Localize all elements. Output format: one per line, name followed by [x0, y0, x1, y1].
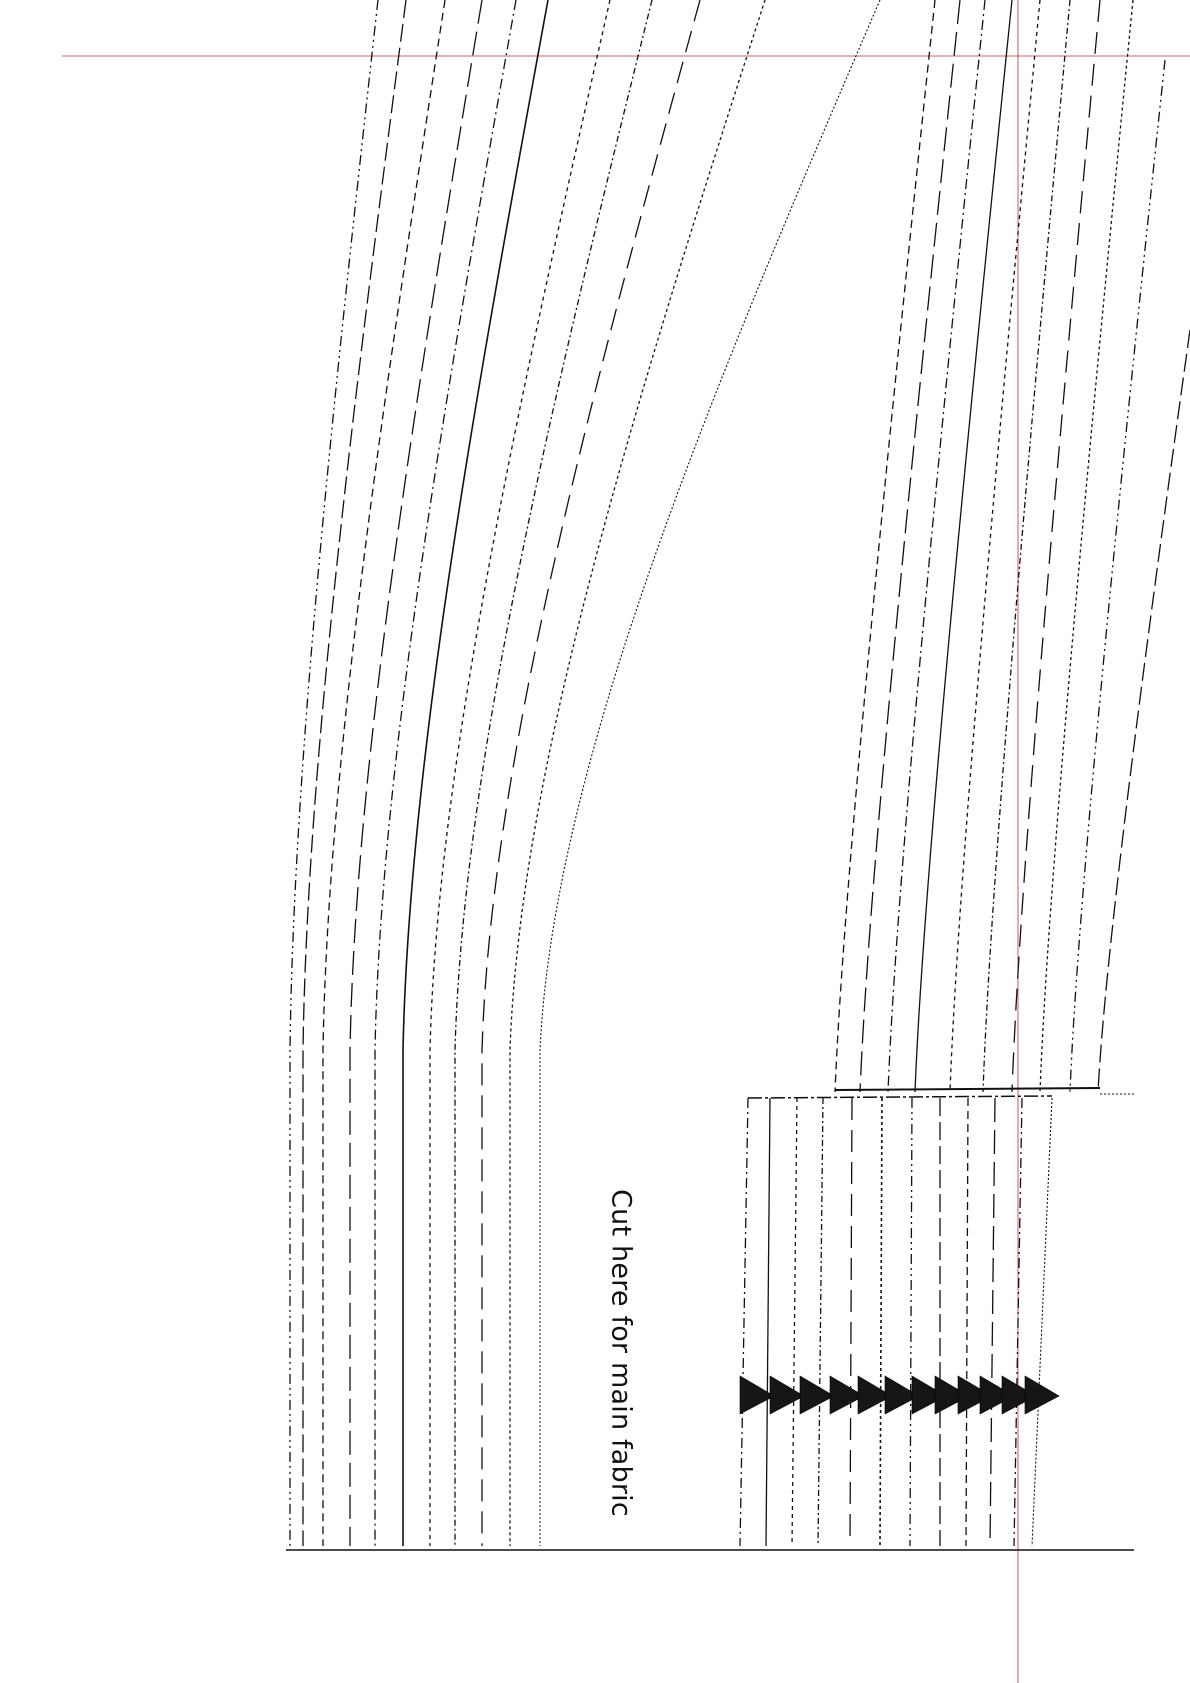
lower-right-pattern-line — [880, 1098, 882, 1546]
left-pattern-line — [430, 0, 610, 1546]
right-pattern-line — [835, 0, 935, 1092]
right-pattern-line — [1040, 0, 1133, 1092]
lower-right-pattern-line — [740, 1098, 748, 1546]
lower-right-pattern-line — [818, 1098, 823, 1546]
left-pattern-line — [350, 0, 482, 1546]
notch-arrow-marker — [800, 1376, 834, 1414]
lower-right-pattern-line — [766, 1098, 770, 1546]
right-pattern-line — [1012, 0, 1100, 1092]
lower-right-pattern-line — [850, 1098, 852, 1546]
left-pattern-line — [510, 0, 765, 1546]
lower-right-pattern-line — [966, 1098, 968, 1546]
left-pattern-line — [290, 0, 378, 1546]
left-pattern-line — [482, 0, 700, 1546]
waist-seam-line — [748, 1096, 1052, 1098]
lower-right-pattern-line — [910, 1098, 912, 1546]
right-pattern-line — [860, 0, 960, 1092]
left-pattern-line — [323, 0, 445, 1546]
lower-right-pattern-line — [792, 1098, 797, 1546]
right-pattern-line — [1070, 60, 1165, 1092]
left-pattern-line — [375, 0, 516, 1546]
cut-here-main-fabric-label: Cut here for main fabric — [605, 1189, 637, 1517]
right-pattern-line — [888, 0, 985, 1092]
notch-arrow-marker — [740, 1376, 774, 1414]
lower-right-pattern-line — [990, 1098, 995, 1546]
yoke-seam-line — [835, 1088, 1100, 1090]
left-pattern-line — [540, 0, 880, 1546]
lower-right-pattern-line — [1032, 1098, 1052, 1546]
right-pattern-line — [915, 0, 1012, 1092]
notch-arrow-marker — [1025, 1376, 1059, 1414]
right-pattern-line — [1098, 330, 1190, 1092]
left-pattern-line — [303, 0, 406, 1546]
notch-arrow-marker — [770, 1376, 804, 1414]
right-pattern-line — [983, 0, 1070, 1092]
